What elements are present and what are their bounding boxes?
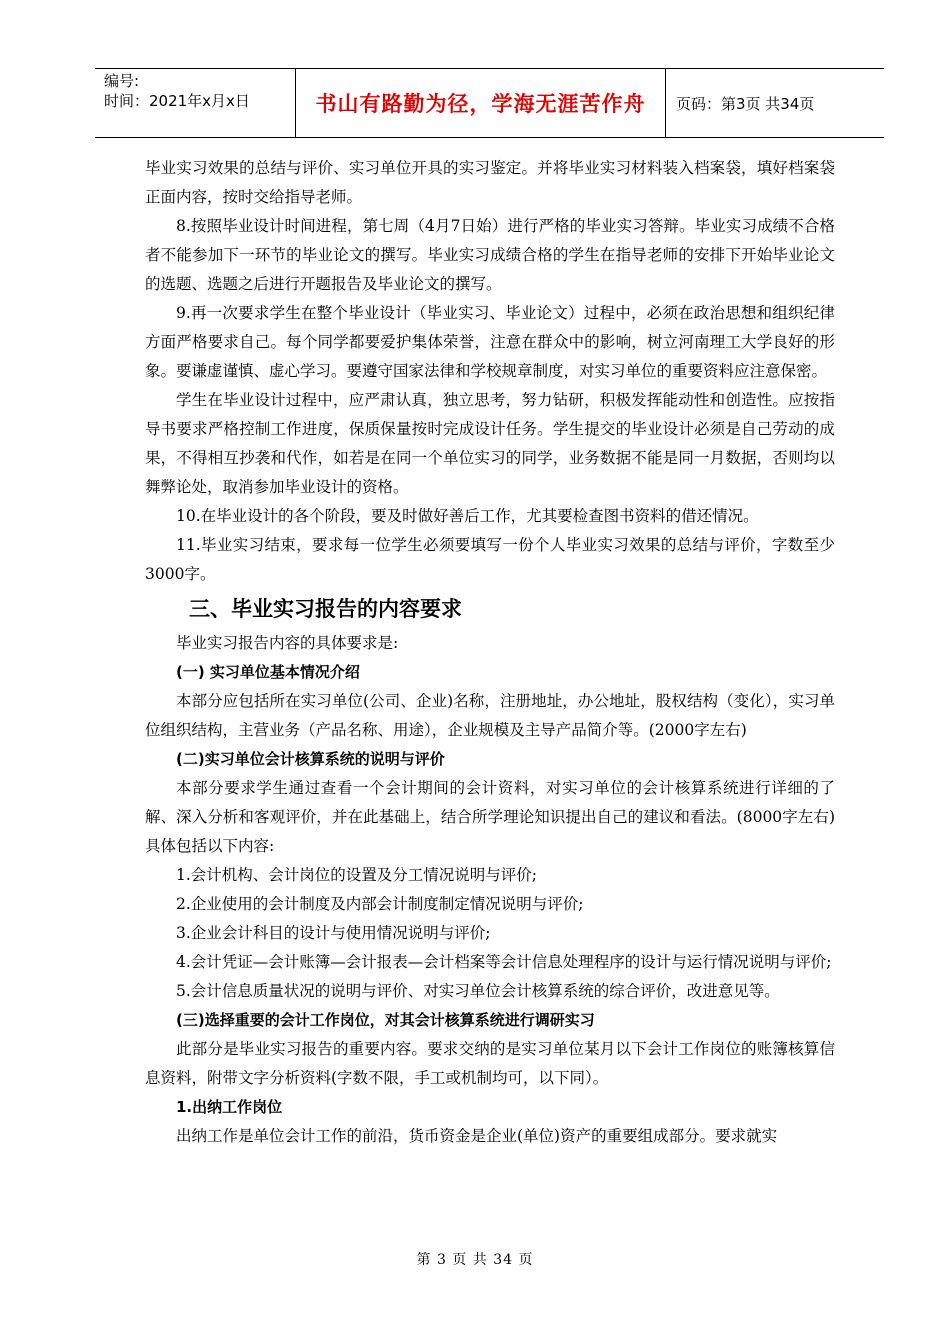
- section-heading: 三、毕业实习报告的内容要求: [189, 597, 462, 621]
- paragraph: 此部分是毕业实习报告的重要内容。要求交纳的是实习单位某月以下会计工作岗位的账簿核算信息资料，附带文字分析资料(字数不限，手工或机制均可，以下同）。: [145, 1040, 835, 1087]
- paragraph: 学生在毕业设计过程中，应严肃认真，独立思考，努力钻研，积极发挥能动性和创造性。应按指导书要求严格控制工作进度，保质保量按时完成设计任务。学生提交的毕业设计必须是自己劳动的成果，不得相互抄袭和代作，如若是在同一个单位实习的同学，业务数据不能是同一月数据，否则均以舞弊论处，取消参加毕业设计的资格。: [145, 391, 835, 496]
- paragraph: 11.毕业实习结束，要求每一位学生必须要填写一份个人毕业实习效果的总结与评价，字数至少3000字。: [145, 536, 835, 583]
- time-label: 时间：2021年x月x日: [104, 92, 250, 110]
- paragraph: 毕业实习报告内容的具体要求是:: [176, 634, 399, 652]
- paragraph: 9.再一次要求学生在整个毕业设计（毕业实习、毕业论文）过程中，必须在政治思想和组织纪律方面严格要求自己。每个同学都要爱护集体荣誉，注意在群众中的影响，树立河南理工大学良好的形象。要谦虚谨慎、虚心学习。要遵守国家法律和学校规章制度，对实习单位的重要资料应注意保密。: [145, 304, 835, 380]
- paragraph: 5.会计信息质量状况的说明与评价、对实习单位会计核算系统的综合评价，改进意见等。: [176, 982, 780, 1000]
- paragraph: 8.按照毕业设计时间进程，第七周（4月7日始）进行严格的毕业实习答辩。毕业实习成绩不合格者不能参加下一环节的毕业论文的撰写。毕业实习成绩合格的学生在指导老师的安排下开始毕业论文的选题、选题之后进行开题报告及毕业论文的撰写。: [145, 217, 835, 293]
- paragraph: 4.会计凭证—会计账簿—会计报表—会计档案等会计信息处理程序的设计与运行情况说明与评价;: [176, 953, 832, 971]
- document-body: [145, 154, 835, 1151]
- paragraph: 本部分要求学生通过查看一个会计期间的会计资料，对实习单位的会计核算系统进行详细的了解、深入分析和客观评价，并在此基础上，结合所学理论知识提出自己的建议和看法。(8000字左右)具体包括以下内容:: [145, 779, 835, 855]
- page-footer: 第 3 页 共 34 页: [416, 1252, 534, 1268]
- header-motto: 书山有路勤为径，学海无涯苦作舟: [296, 69, 666, 137]
- number-label: 编号:: [104, 72, 140, 90]
- paragraph: 2.企业使用的会计制度及内部会计制度制定情况说明与评价;: [176, 895, 584, 913]
- subsection-heading: (二)实习单位会计核算系统的说明与评价: [176, 750, 445, 768]
- subsection-heading: (三)选择重要的会计工作岗位，对其会计核算系统进行调研实习: [176, 1011, 595, 1029]
- paragraph: 毕业实习效果的总结与评价、实习单位开具的实习鉴定。并将毕业实习材料装入档案袋，填好档案袋正面内容，按时交给指导老师。: [145, 159, 835, 206]
- paragraph: 10.在毕业设计的各个阶段，要及时做好善后工作，尤其要检查图书资料的借还情况。: [176, 507, 759, 525]
- paragraph: 1.会计机构、会计岗位的设置及分工情况说明与评价;: [176, 866, 538, 884]
- subsection-heading: (一) 实习单位基本情况介绍: [176, 663, 360, 681]
- subsection-heading: 1.出纳工作岗位: [176, 1098, 283, 1116]
- paragraph: 3.企业会计科目的设计与使用情况说明与评价;: [176, 924, 491, 942]
- paragraph: 出纳工作是单位会计工作的前沿，货币资金是企业(单位)资产的重要组成部分。要求就实: [176, 1127, 778, 1145]
- page-header: [95, 68, 884, 138]
- paragraph: 本部分应包括所在实习单位(公司、企业)名称，注册地址，办公地址，股权结构（变化），实习单位组织结构，主营业务（产品名称、用途），企业规模及主导产品简介等。(2000字左右): [145, 692, 835, 739]
- header-info: [95, 69, 296, 137]
- header-page-number: 页码：第3页 共34页: [676, 94, 815, 113]
